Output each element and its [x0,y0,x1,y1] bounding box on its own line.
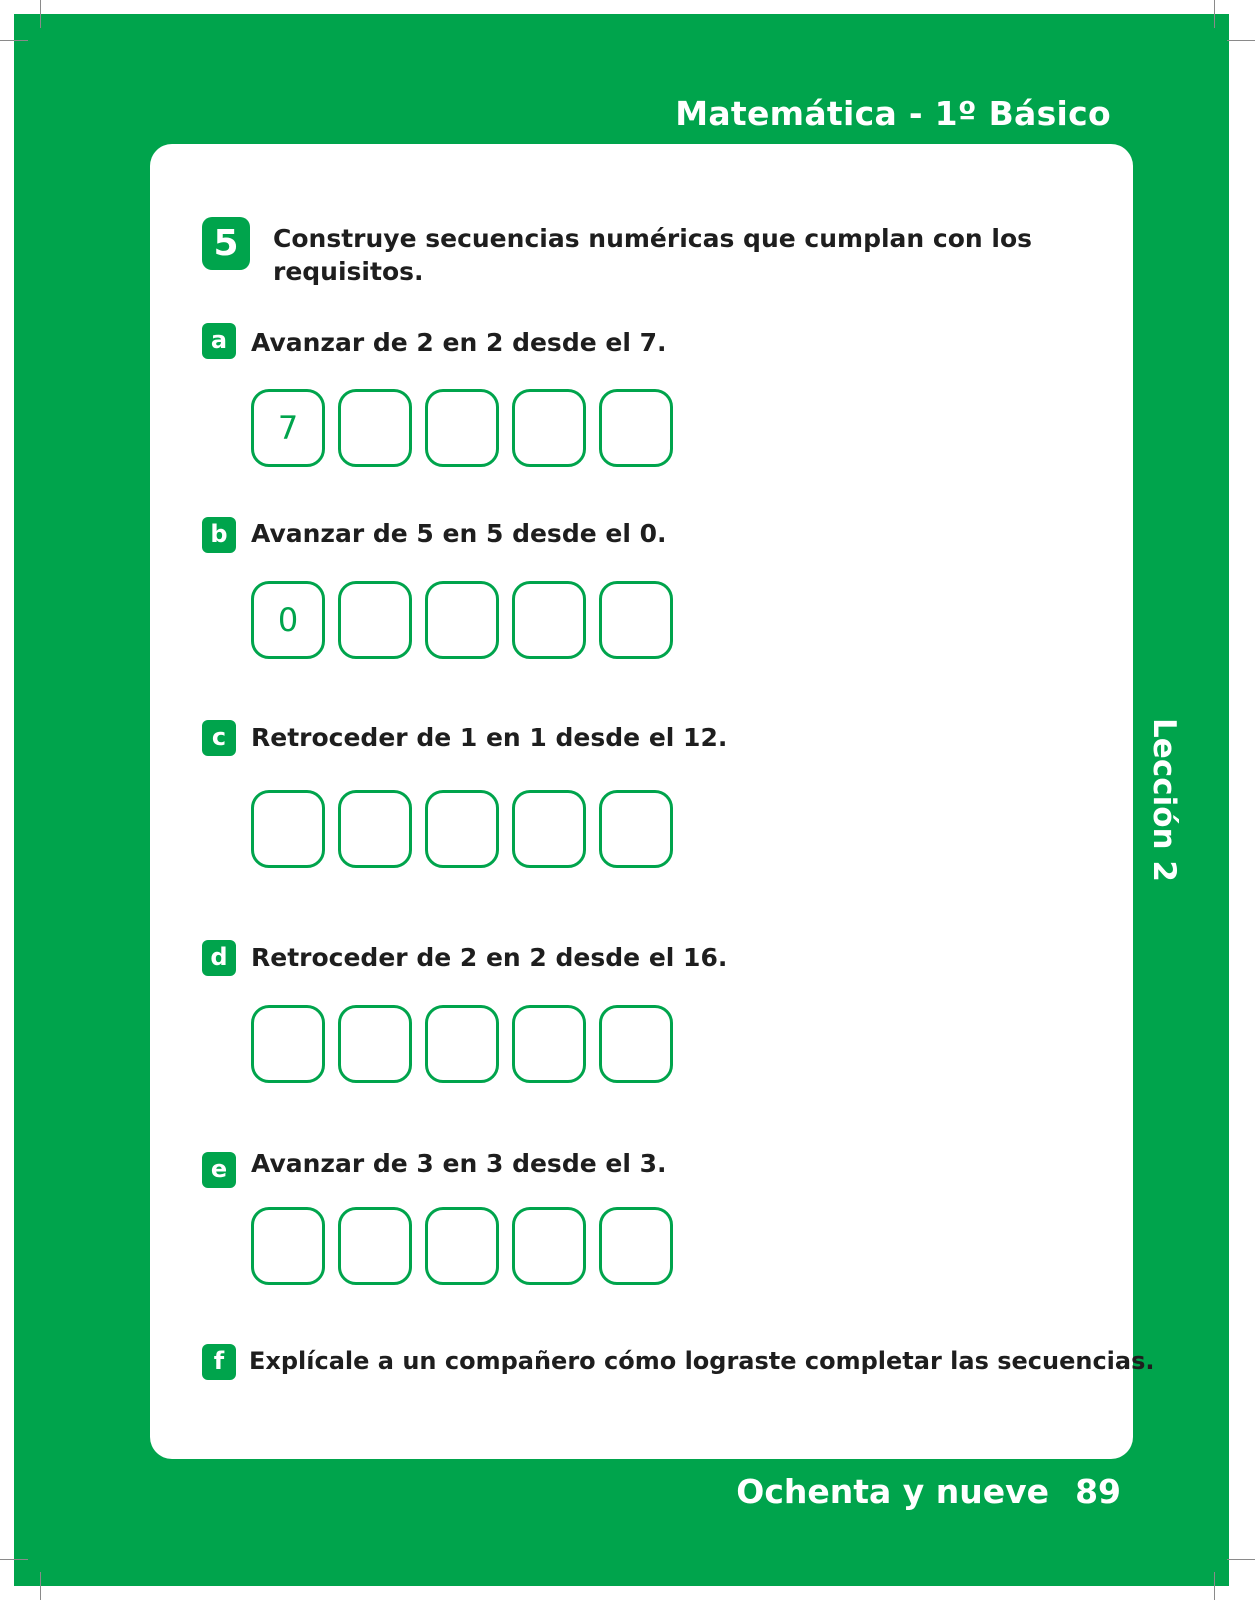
answer-box[interactable] [599,389,673,467]
answer-box[interactable] [338,581,412,659]
answer-boxes-row [251,581,673,659]
answer-box[interactable]: 7 [251,389,325,467]
answer-box[interactable] [425,1005,499,1083]
answer-box[interactable] [512,1207,586,1285]
crop-mark [1214,1572,1215,1600]
page-header-title: Matemática - 1º Básico [675,94,1111,133]
answer-boxes-row [251,1005,673,1083]
answer-box[interactable] [512,389,586,467]
item-instruction: Avanzar de 5 en 5 desde el 0. [251,519,667,548]
page-number-words: Ochenta y nueve [736,1472,1050,1511]
question-prompt: Construye secuencias numéricas que cumplan con los requisitos. [273,224,1033,286]
answer-box[interactable] [512,1005,586,1083]
answer-box[interactable] [251,790,325,868]
answer-box[interactable] [338,790,412,868]
answer-box[interactable] [425,790,499,868]
page-footer [736,1472,1121,1511]
crop-mark [40,0,41,28]
answer-box[interactable] [599,1207,673,1285]
crop-mark [1227,1559,1255,1560]
answer-box[interactable] [338,389,412,467]
question-number-badge: 5 [202,217,250,270]
answer-box[interactable] [251,1207,325,1285]
answer-boxes-row [251,389,673,467]
item-instruction: Retroceder de 1 en 1 desde el 12. [251,723,728,752]
answer-box[interactable] [251,1005,325,1083]
answer-box[interactable] [338,1005,412,1083]
answer-box[interactable] [425,389,499,467]
answer-box[interactable] [512,581,586,659]
answer-box[interactable] [338,1207,412,1285]
item-letter-badge: e [202,1152,236,1188]
answer-boxes-row [251,1207,673,1285]
item-letter-badge: d [202,940,236,976]
crop-mark [0,40,28,41]
answer-box[interactable] [599,790,673,868]
answer-box[interactable] [599,1005,673,1083]
item-instruction: Avanzar de 3 en 3 desde el 3. [251,1149,667,1178]
crop-mark [1227,40,1255,41]
answer-boxes-row [251,790,673,868]
crop-mark [0,1559,28,1560]
item-letter-badge: a [202,323,236,359]
answer-box[interactable] [512,790,586,868]
item-letter-badge: f [202,1344,236,1380]
crop-mark [1214,0,1215,28]
item-instruction: Retroceder de 2 en 2 desde el 16. [251,943,728,972]
crop-mark [40,1572,41,1600]
item-instruction: Avanzar de 2 en 2 desde el 7. [251,328,667,357]
answer-box[interactable] [425,1207,499,1285]
answer-box[interactable]: 0 [251,581,325,659]
item-letter-badge: c [202,720,236,756]
item-instruction: Explícale a un compañero cómo lograste completar las secuencias. [249,1347,1155,1375]
item-letter-badge: b [202,517,236,553]
page-number: 89 [1075,1472,1121,1511]
answer-box[interactable] [599,581,673,659]
lesson-side-label: Lección 2 [1146,718,1182,882]
answer-box[interactable] [425,581,499,659]
